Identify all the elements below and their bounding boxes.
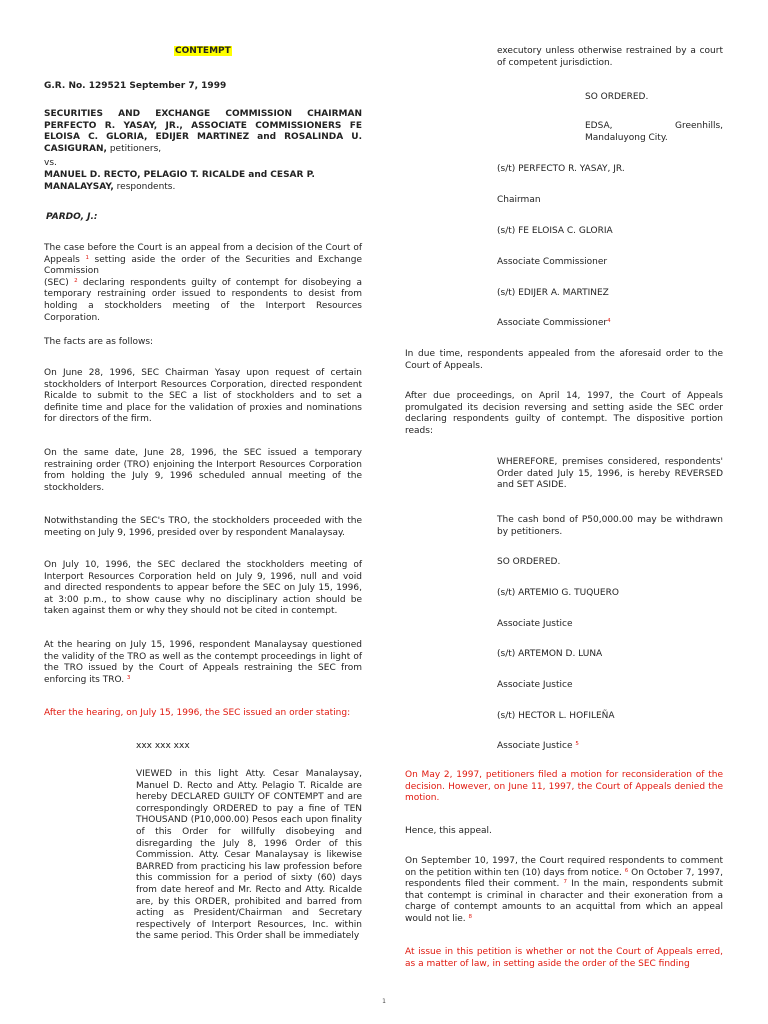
quoted-ca-wherefore: WHEREFORE, premises considered, respondents' Order dated July 15, 1996, is hereby REVERSED and SET ASIDE. [497,457,723,491]
footnote-2[interactable]: 2 [74,277,78,284]
paragraph-appeal: In due time, respondents appealed from the aforesaid order to the Court of Appeals. [405,349,723,371]
footnote-3[interactable]: 3 [126,674,131,681]
document-title: CONTEMPT [175,46,231,56]
quoted-ca-cash-bond: The cash bond of P50,000.00 may be withdrawn by petitioners. [497,515,723,537]
paragraph-order-stating: After the hearing, on July 15, 1996, the SEC issued an order stating: [44,708,351,718]
paragraph-reconsideration: On May 2, 1997, petitioners filed a motion for reconsideration of the decision. However, on June 11, 1997, the Court of Appeals denied the motion. [405,770,723,804]
signatory-hofilena-title: Associate Justice $^5$ [497,741,579,751]
paragraph-ca-decision: After due proceedings, on April 14, 1997, the Court of Appeals promulgated its decision reversing and setting aside the SEC order declaring respondents guilty of contempt. The dispositive portion reads: [405,391,723,436]
signatory-luna: (s/t) ARTEMON D. LUNA [497,649,603,659]
signatory-yasay-title: Chairman [497,195,541,205]
paragraph-meeting: Notwithstanding the SEC's TRO, the stockholders proceeded with the meeting on July 9, 1996, presided over by respondent Manalaysay. [44,516,362,538]
ellipsis-marker: xxx xxx xxx [136,741,190,751]
signatory-tuquero: (s/t) ARTEMIO G. TUQUERO [497,588,619,598]
paragraph-june-28: On June 28, 1996, SEC Chairman Yasay upon request of certain stockholders of Interport Resources Corporation, directed respondent Ricalde to submit to the SEC a list of stockholders and to set a definite time and place for the validation of proxies and nominations for directors of the firm. [44,368,362,425]
facts-heading: The facts are as follows: [44,337,154,347]
signatory-yasay: (s/t) PERFECTO R. YASAY, JR. [497,164,625,174]
quoted-sec-order: VIEWED in this light Atty. Cesar Manalaysay, Manuel D. Recto and Atty. Pelagio T. Ricalde are hereby DECLARED GUILTY OF CONTEMPT and are correspondingly ORDERED to pay a fine of TEN THOUSAND (P10,000.00) Pesos each upon finality of this Order for willfully disobeying and disregarding the July 8, 1996 Order of this Commission. Atty. Cesar Manalaysay is likewise BARRED from practicing his law profession before this commission for a period of sixty (60) days from date hereof and Mr. Recto and Atty. Ricalde are, by this ORDER, prohibited and barred from acting as President/Chairman and Secretary respectively of Interport Resources, Inc. within the same period. This Order shall be immediately [136,769,362,942]
footnote-7[interactable]: 7 [563,879,567,886]
paragraph-comment: On September 10, 1997, the Court required respondents to comment on the petition within ten (10) days from notice. $^6$ On October 7, 1997, respondents filed their comment. $^7$ In the main, respondents submit that contempt is criminal in character and their exoneration from a charge of contempt amounts to an acquittal from which an appeal would not lie. $^8$ [405,856,723,924]
signatory-gloria: (s/t) FE ELOISA C. GLORIA [497,226,613,236]
signatory-luna-title: Associate Justice [497,680,573,690]
address-line-1: EDSA, Greenhills, [585,121,723,131]
address-line-2: Mandaluyong City. [585,132,668,143]
footnote-4[interactable]: 4 [607,318,611,324]
case-parties-respondents: MANUEL D. RECTO, PELAGIO T. RICALDE and CESAR P. MANALAYSAY, respondents. [44,170,315,192]
case-parties-petitioners: SECURITIES AND EXCHANGE COMMISSION CHAIRMAN PERFECTO R. YASAY, JR., ASSOCIATE COMMISSIONERS FE ELOISA C. GLORIA, EDIJER MARTINEZ and ROSALINDA U. CASIGURAN, petitioners, [44,109,362,154]
ponente: PARDO, J.: [46,212,98,222]
footnote-1[interactable]: 1 [85,254,89,261]
page-number: 1 [382,998,386,1005]
quoted-sec-order-continued: executory unless otherwise restrained by a court of competent jurisdiction. [497,46,723,68]
footnote-8[interactable]: 8 [468,913,473,920]
so-ordered-sec: SO ORDERED. [585,92,649,102]
paragraph-tro: On the same date, June 28, 1996, the SEC issued a temporary restraining order (TRO) enjoining the Interport Resources Corporation from holding the July 9, 1996 scheduled annual meeting of the stockholders. [44,448,362,493]
signatory-martinez-title: Associate Commissioner$^4$ [497,318,611,328]
paragraph-july-10: On July 10, 1996, the SEC declared the stockholders meeting of Interport Resources Corporation held on July 9, 1996, null and void and directed respondents to appear before the SEC on July 15, 1996, at 3:00 p.m., to show cause why no disciplinary action should be taken against them or why they should not be cited in contempt. [44,560,362,617]
address-block [585,121,723,144]
paragraph-intro: The case before the Court is an appeal from a decision of the Court of Appeals $^1$ setting aside the order of the Securities and Exchange Commission (SEC) $^2$ declaring respondents guilty of contempt for disobeying a temporary restraining order issued to respondents to desist from holding a stockholders meeting of the Interport Resources Corporation. [44,243,363,323]
signatory-hofilena: (s/t) HECTOR L. HOFILEÑA [497,711,615,721]
footnote-6[interactable]: 6 [624,867,629,874]
signatory-martinez: (s/t) EDIJER A. MARTINEZ [497,288,609,298]
case-number: G.R. No. 129521 September 7, 1999 [44,81,227,91]
so-ordered-ca: SO ORDERED. [497,557,561,567]
signatory-gloria-title: Associate Commissioner [497,257,608,267]
paragraph-hence: Hence, this appeal. [405,826,492,836]
signatory-tuquero-title: Associate Justice [497,619,573,629]
paragraph-hearing: At the hearing on July 15, 1996, respondent Manalaysay questioned the validity of the TRO as well as the contempt proceedings in light of the TRO issued by the Court of Appeals restraining the SEC from enforcing its TRO. $^3$ [44,640,362,685]
paragraph-issue: At issue in this petition is whether or not the Court of Appeals erred, as a matter of law, in setting aside the order of the SEC finding [405,947,723,969]
versus: vs. [44,158,57,168]
footnote-5[interactable]: 5 [575,741,579,747]
